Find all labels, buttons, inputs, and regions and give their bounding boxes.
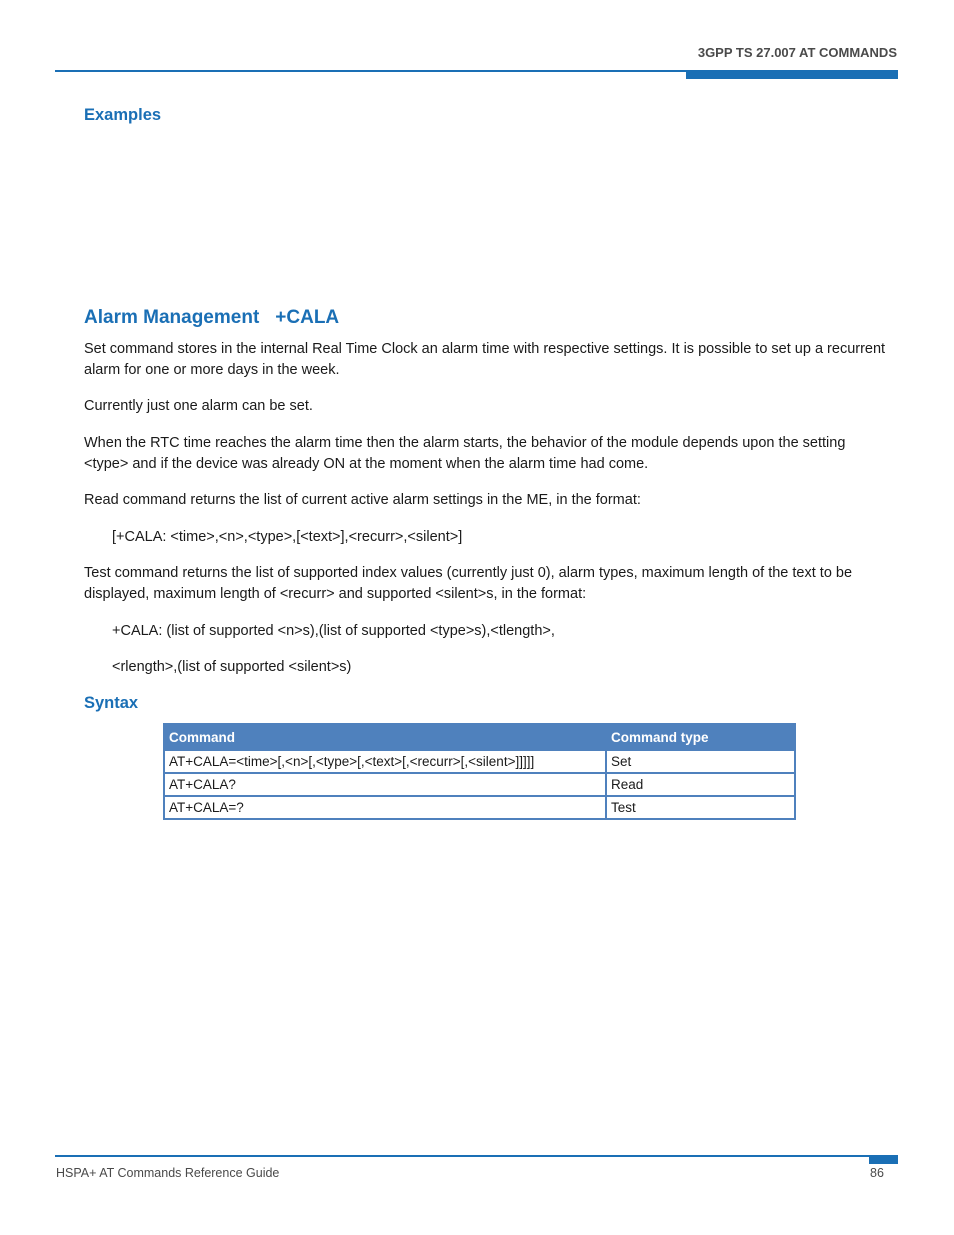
column-header-command-type: Command type [606, 724, 795, 750]
test-format-line-2: <rlength>,(list of supported <silent>s) [112, 659, 352, 675]
cell-command: AT+CALA=<time>[,<n>[,<type>[,<text>[,<recurr>[,<silent>]]]]] [164, 750, 606, 773]
paragraph-one-alarm: Currently just one alarm can be set. [84, 398, 313, 414]
paragraph-rtc-behavior: When the RTC time reaches the alarm time then the alarm starts, the behavior of the module depends upon the setting <type> and if the device was already ON at the moment when the alarm time had come. [84, 435, 846, 472]
header-section-title: 3GPP TS 27.007 AT COMMANDS [697, 45, 897, 60]
read-format: [+CALA: <time>,<n>,<type>,[<text>],<recurr>,<silent>] [112, 529, 463, 545]
cell-command: AT+CALA? [164, 773, 606, 796]
section-command: +CALA [275, 307, 340, 328]
table-row [164, 796, 795, 819]
cell-command-type: Test [606, 796, 795, 819]
footer-rule [55, 1155, 898, 1157]
paragraph-set-command: Set command stores in the internal Real Time Clock an alarm time with respective settings. It is possible to set up a recurrent alarm for one or more days in the week. [84, 341, 886, 378]
paragraph-read-command: Read command returns the list of current active alarm settings in the ME, in the format: [84, 492, 641, 508]
syntax-heading: Syntax [84, 694, 139, 712]
table-row [164, 750, 795, 773]
table-row [164, 773, 795, 796]
examples-heading: Examples [84, 106, 162, 124]
section-title-text: Alarm Management [84, 307, 260, 328]
syntax-table [163, 723, 796, 820]
column-header-command: Command [164, 724, 606, 750]
cell-command: AT+CALA=? [164, 796, 606, 819]
paragraph-test-command: Test command returns the list of supported index values (currently just 0), alarm types, maximum length of the text to be displayed, maximum length of <recurr> and supported <silent>s, in the format: [84, 565, 853, 602]
cell-command-type: Set [606, 750, 795, 773]
header-tab-bar [686, 70, 898, 79]
footer-tab-bar [869, 1155, 898, 1164]
cell-command-type: Read [606, 773, 795, 796]
table-header-row [164, 724, 795, 750]
footer-doc-title: HSPA+ AT Commands Reference Guide [56, 1166, 280, 1180]
test-format-line-1: +CALA: (list of supported <n>s),(list of supported <type>s),<tlength>, [112, 623, 555, 639]
page-number: 86 [870, 1166, 884, 1180]
section-title [84, 307, 339, 329]
